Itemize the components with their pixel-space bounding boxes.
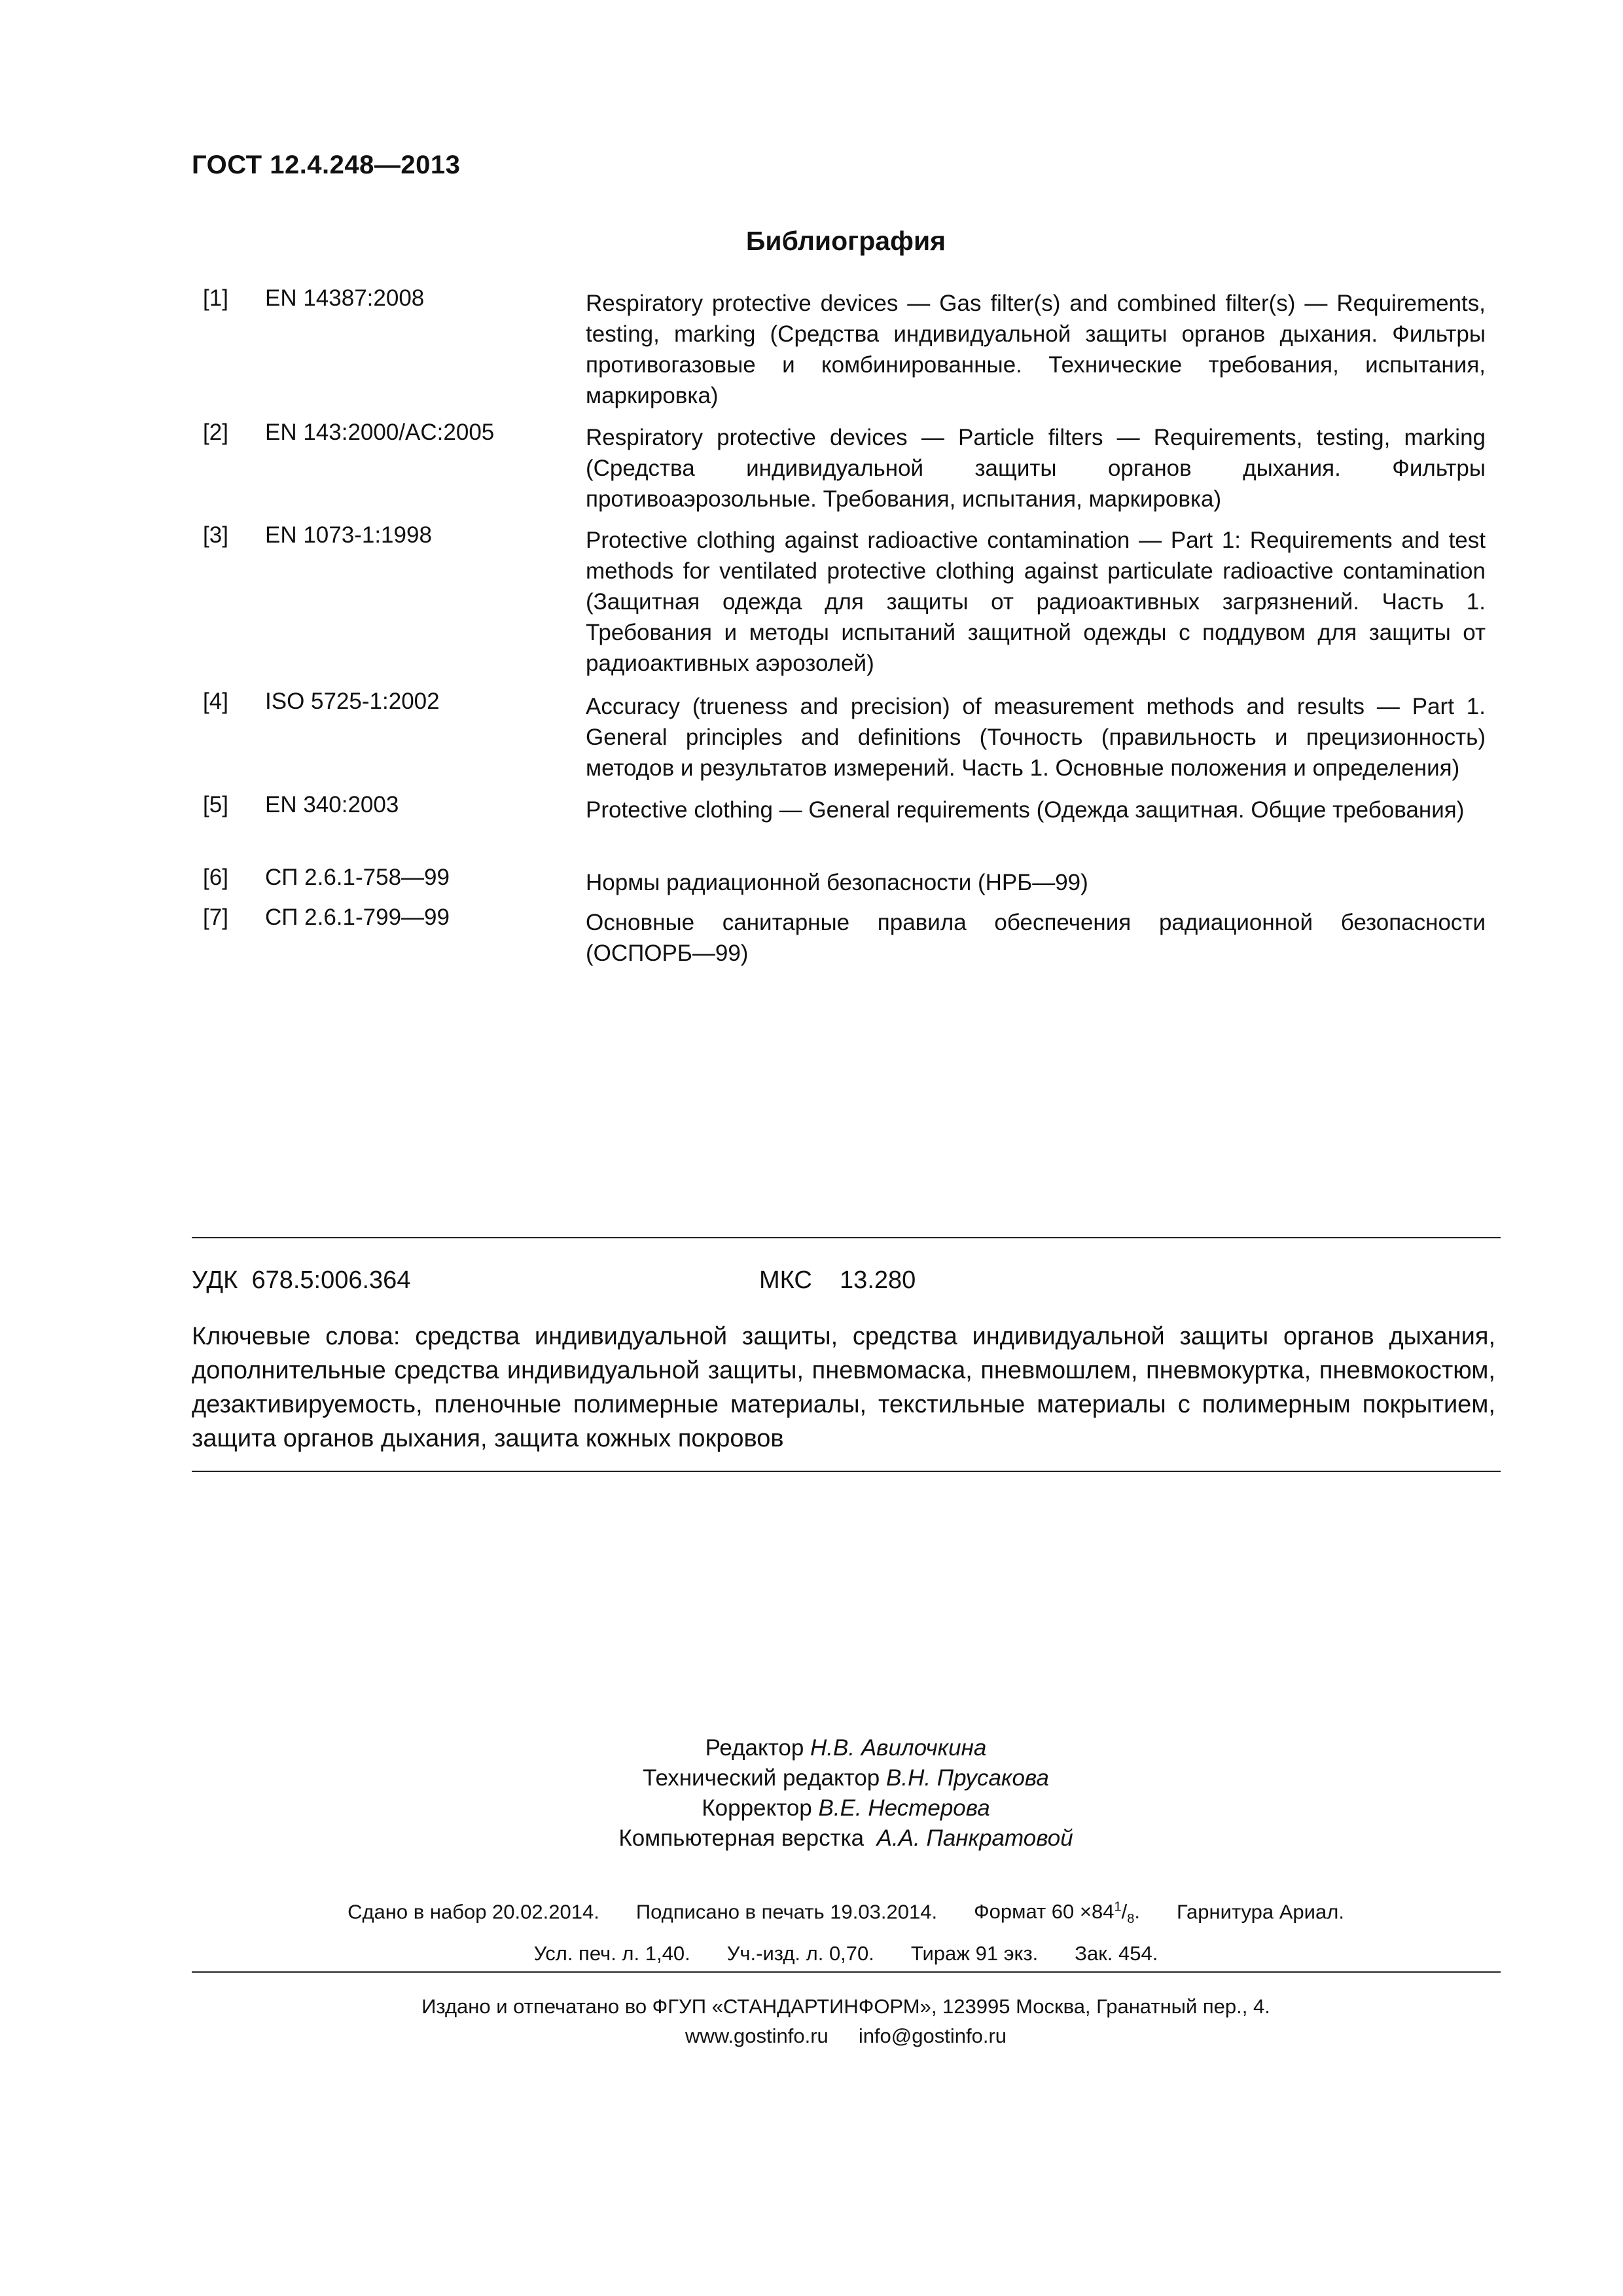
entry-description: Protective clothing against radioactive contamination — Part 1: Requirements and test methods for ventilated protective clothing against particulate radioactive contamination (Защитная одежда для защиты от радиоактивных загрязнений. Часть 1. Требования и методы испытаний защитной одежды с поддувом для защиты от радиоактивных аэрозолей)	[586, 528, 1486, 676]
udk-value: 678.5:006.364	[251, 1266, 411, 1294]
entry-description: Accuracy (trueness and precision) of measurement methods and results — Part 1. General principles and definitions (Точность (правильность и прецизионность) методов и результатов измерений. Часть 1. Основные положения и определения)	[586, 694, 1486, 781]
entry-description: Нормы радиационной безопасности (НРБ—99)	[586, 870, 1088, 895]
publisher-website[interactable]: www.gostinfo.ru	[685, 2024, 829, 2047]
typeface: Гарнитура Ариал.	[1177, 1900, 1344, 1924]
signed-date: Подписано в печать 19.03.2014.	[635, 1900, 938, 1924]
credit-person: А.А. Панкратовой	[876, 1825, 1073, 1851]
print-info-line-2	[0, 1937, 1623, 1971]
credit-person: Н.В. Авилочкина	[810, 1735, 987, 1761]
credit-tech-editor	[0, 1763, 1623, 1793]
entry-number: [5]	[203, 792, 228, 817]
credit-label: Компьютерная верстка	[618, 1825, 865, 1851]
mks-value: 13.280	[840, 1266, 916, 1294]
format-numerator: 1	[1114, 1900, 1122, 1914]
entry-code: EN 143:2000/AC:2005	[265, 420, 495, 445]
format-denominator: 8	[1127, 1912, 1135, 1927]
credit-label: Редактор	[705, 1735, 804, 1761]
entry-number: [4]	[203, 689, 228, 714]
mks-code	[759, 1266, 916, 1295]
udk-label: УДК	[192, 1266, 238, 1294]
mks-label: МКС	[759, 1266, 812, 1294]
entry-number: [1]	[203, 285, 228, 311]
entry-number: [6]	[203, 865, 228, 890]
page-header-standard: ГОСТ 12.4.248—2013	[192, 151, 461, 179]
entry-code: EN 1073-1:1998	[265, 522, 432, 548]
entry-code: EN 340:2003	[265, 792, 399, 817]
entry-description: Respiratory protective devices — Particle filters — Requirements, testing, marking (Средства индивидуальной защиты органов дыхания. Фильтры противоаэрозольные. Требования, испытания, маркировка)	[586, 425, 1486, 512]
divider	[192, 1471, 1501, 1472]
credit-person: В.Е. Нестерова	[818, 1795, 990, 1821]
credit-editor	[0, 1733, 1623, 1763]
print-info-line-1	[0, 1890, 1623, 1937]
entry-description: Protective clothing — General requirements (Одежда защитная. Общие требования)	[586, 797, 1465, 823]
print-info	[0, 1890, 1623, 1971]
credits-block	[0, 1733, 1623, 1854]
publisher-line: Издано и отпечатано во ФГУП «СТАНДАРТИНФОРМ», 123995 Москва, Гранатный пер., 4.	[421, 1995, 1270, 2018]
publisher-block	[0, 1992, 1623, 2051]
print-sheets: Усл. печ. л. 1,40.	[533, 1941, 690, 1965]
credit-label: Технический редактор	[643, 1765, 880, 1791]
udk-code	[192, 1266, 410, 1295]
entry-description: Respiratory protective devices — Gas filter(s) and combined filter(s) — Requirements, testing, marking (Средства индивидуальной защиты органов дыхания. Фильтры противогазовые и комбинированные. Технические требования, испытания, маркировка)	[586, 291, 1486, 408]
publisher-sheets: Уч.-изд. л. 0,70.	[726, 1941, 874, 1965]
entry-number: [3]	[203, 522, 228, 548]
entry-code: EN 14387:2008	[265, 285, 425, 311]
credit-layout	[0, 1823, 1623, 1854]
keywords: Ключевые слова: средства индивидуальной защиты, средства индивидуальной защиты органов дыхания, дополнительные средства индивидуальной защиты, пневмомаска, пневмошлем, пневмокуртка, пневмокостюм, дезактивируемость, пленочные полимерные материалы, текстильные материалы с полимерным покрытием, защита органов дыхания, защита кожных покровов	[192, 1323, 1495, 1452]
entry-description: Основные санитарные правила обеспечения радиационной безопасности (ОСПОРБ—99)	[586, 910, 1486, 966]
bibliography-title: Библиография	[745, 226, 946, 256]
credit-label: Корректор	[702, 1795, 812, 1821]
entry-code: ISO 5725-1:2002	[265, 689, 440, 714]
credit-corrector	[0, 1793, 1623, 1823]
divider	[192, 1237, 1501, 1238]
order-number: Зак. 454.	[1075, 1941, 1158, 1965]
submitted-date: Сдано в набор 20.02.2014.	[348, 1900, 599, 1924]
entry-code: СП 2.6.1-758—99	[265, 865, 450, 890]
credit-person: В.Н. Прусакова	[886, 1765, 1049, 1791]
publisher-email[interactable]: info@gostinfo.ru	[858, 2024, 1007, 2047]
print-run: Тираж 91 экз.	[910, 1941, 1039, 1965]
entry-number: [7]	[203, 905, 228, 930]
entry-number: [2]	[203, 420, 228, 445]
publisher-contacts	[0, 2021, 1623, 2051]
format: Формат $60 \times 84^1/_8$.	[974, 1900, 1140, 1927]
entry-code: СП 2.6.1-799—99	[265, 905, 450, 930]
divider	[192, 1971, 1501, 1973]
